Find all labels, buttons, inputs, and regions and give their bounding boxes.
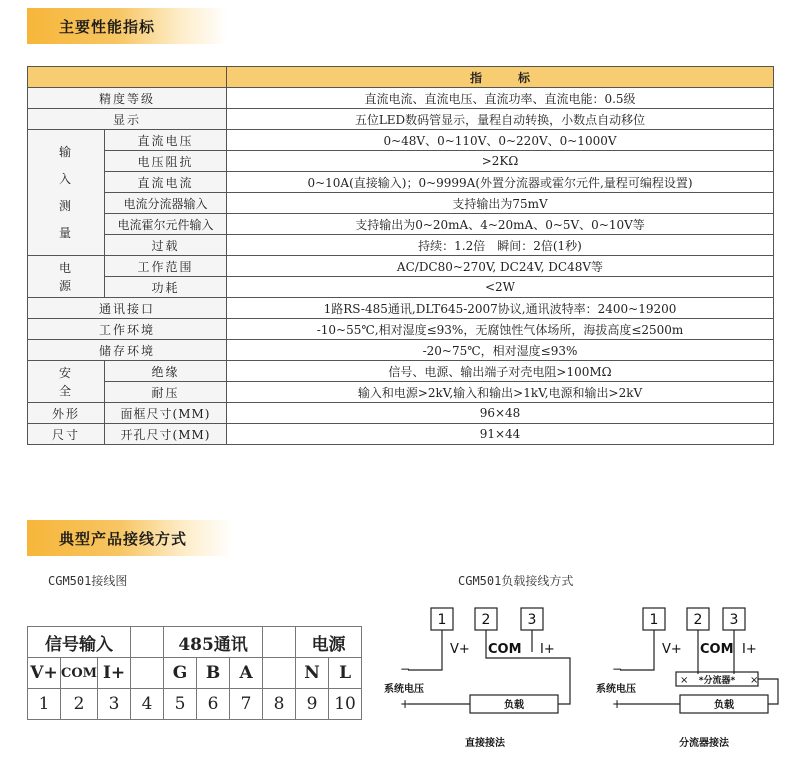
spec-value: >2KΩ	[227, 151, 774, 172]
spec-label: 工作范围	[105, 256, 227, 277]
spec-group-size-2: 尺寸	[28, 424, 105, 445]
spec-group-size-1: 外形	[28, 403, 105, 424]
spec-value: <2W	[227, 277, 774, 298]
spec-row-consumption	[28, 277, 774, 298]
spec-label: 面框尺寸(MM)	[105, 403, 227, 424]
spec-row-work-env	[28, 319, 774, 340]
wiring-section-banner	[27, 520, 232, 556]
spec-group-input-text: 输入测量	[59, 144, 74, 240]
spec-label: 显示	[28, 109, 227, 130]
pin-number: 4	[131, 689, 164, 720]
terminal-group-row	[28, 627, 362, 658]
spec-label: 通讯接口	[28, 298, 227, 319]
performance-section-banner	[27, 8, 227, 44]
spec-value: 直流电流、直流电压、直流功率、直流电能：0.5级	[227, 88, 774, 109]
spec-row-comm	[28, 298, 774, 319]
shunt-wiring-caption: 分流器接法	[679, 738, 729, 749]
shunt-wiring-diagram	[592, 600, 792, 758]
terminal-label: V+	[450, 642, 470, 657]
terminal-number: 2	[481, 612, 491, 628]
terminal-label-row	[28, 658, 362, 689]
pin-number: 5	[164, 689, 197, 720]
pin-label	[263, 658, 296, 689]
spec-group-power	[28, 256, 105, 298]
pin-label: N	[296, 658, 329, 689]
spec-value: 信号、电源、输出端子对壳电阻>100MΩ	[227, 361, 774, 382]
terminal-label: V+	[662, 642, 682, 657]
spec-label: 过载	[105, 235, 227, 256]
terminal-number: 3	[527, 612, 537, 628]
spec-header-row	[28, 67, 774, 88]
system-voltage-label: 系统电压	[596, 684, 636, 695]
spec-value: 0~48V、0~110V、0~220V、0~1000V	[227, 130, 774, 151]
spec-value: 91×44	[227, 424, 774, 445]
spec-label: 电流分流器输入	[105, 193, 227, 214]
spec-label: 直流电压	[105, 130, 227, 151]
spec-row-cutout-size	[28, 424, 774, 445]
spec-value: 1路RS-485通讯,DLT645-2007协议,通讯波特率：2400~19200	[227, 298, 774, 319]
pin-number: 2	[61, 689, 98, 720]
plus-sign: +	[612, 697, 623, 711]
spec-row-withstand	[28, 382, 774, 403]
performance-section-title: 主要性能指标	[59, 18, 156, 36]
pin-label: A	[230, 658, 263, 689]
spec-value: AC/DC80~270V, DC24V, DC48V等	[227, 256, 774, 277]
terminal-number: 1	[649, 612, 659, 628]
terminal-number: 2	[693, 612, 703, 628]
shunt-label: *分流器*	[698, 676, 736, 686]
group-power: 电源	[296, 627, 362, 658]
minus-sign: −	[612, 662, 623, 676]
spec-row-display	[28, 109, 774, 130]
spec-value: 输入和电源>2kV,输入和输出>1kV,电源和输出>2kV	[227, 382, 774, 403]
spec-value: 支持输出为0~20mA、4~20mA、0~5V、0~10V等	[227, 214, 774, 235]
spec-label: 耐压	[105, 382, 227, 403]
group-485-comm: 485通讯	[164, 627, 263, 658]
group-signal-input: 信号输入	[28, 627, 131, 658]
terminal-table	[27, 626, 362, 720]
spec-label: 电流霍尔元件输入	[105, 214, 227, 235]
spec-row-overload	[28, 235, 774, 256]
spec-label: 精度等级	[28, 88, 227, 109]
spec-value: -10~55℃,相对湿度≤93%，无腐蚀性气体场所，海拔高度≤2500m	[227, 319, 774, 340]
spec-row-dc-current	[28, 172, 774, 193]
terminal-label: I+	[540, 642, 555, 657]
spec-row-hall-input	[28, 214, 774, 235]
spec-label: 储存环境	[28, 340, 227, 361]
spec-row-accuracy	[28, 88, 774, 109]
spec-group-power-text: 电源	[59, 260, 74, 293]
load-label: 负载	[714, 700, 734, 711]
spec-group-input	[28, 130, 105, 256]
plus-sign: +	[400, 697, 411, 711]
load-label: 负载	[504, 700, 524, 711]
spec-value: 五位LED数码管显示，量程自动转换，小数点自动移位	[227, 109, 774, 130]
spec-row-shunt-input	[28, 193, 774, 214]
terminal-label: COM	[488, 642, 522, 657]
spec-value: 96×48	[227, 403, 774, 424]
spec-value: 支持输出为75mV	[227, 193, 774, 214]
pin-label: G	[164, 658, 197, 689]
spec-label: 电压阻抗	[105, 151, 227, 172]
spec-table	[27, 66, 774, 445]
wire-v-plus	[620, 630, 654, 670]
spec-group-safety-text: 安全	[59, 365, 74, 398]
spec-label: 功耗	[105, 277, 227, 298]
terminal-number: 1	[437, 612, 447, 628]
spec-value: -20~75℃，相对湿度≤93%	[227, 340, 774, 361]
system-voltage-label: 系统电压	[384, 684, 424, 695]
wiring-section-title: 典型产品接线方式	[59, 530, 188, 548]
pin-label: L	[329, 658, 362, 689]
pin-number: 6	[197, 689, 230, 720]
spec-row-insulation	[28, 361, 774, 382]
cgm-wiring-caption: CGM501接线图	[48, 574, 128, 588]
terminal-label: COM	[700, 642, 734, 657]
spec-row-storage-env	[28, 340, 774, 361]
spec-header: 指 标	[227, 67, 774, 88]
cross-mark-icon: ×	[750, 675, 759, 686]
terminal-number: 3	[729, 612, 739, 628]
pin-number: 1	[28, 689, 61, 720]
pin-number: 9	[296, 689, 329, 720]
cross-mark-icon: ×	[680, 675, 689, 686]
pin-number: 8	[263, 689, 296, 720]
terminal-label: I+	[742, 642, 757, 657]
spec-label: 开孔尺寸(MM)	[105, 424, 227, 445]
spec-group-safety	[28, 361, 105, 403]
minus-sign: −	[400, 662, 411, 676]
spec-label: 绝缘	[105, 361, 227, 382]
pin-label: I+	[98, 658, 131, 689]
spec-label: 工作环境	[28, 319, 227, 340]
pin-number: 3	[98, 689, 131, 720]
load-wiring-caption: CGM501负载接线方式	[458, 574, 574, 588]
pin-label: B	[197, 658, 230, 689]
pin-number: 7	[230, 689, 263, 720]
spec-row-working-range	[28, 256, 774, 277]
spec-row-dc-voltage	[28, 130, 774, 151]
pin-label: COM	[61, 658, 98, 689]
terminal-number-row	[28, 689, 362, 720]
spec-value: 0~10A(直接输入)；0~9999A(外置分流器或霍尔元件,量程可编程设置)	[227, 172, 774, 193]
direct-wiring-diagram	[380, 600, 580, 758]
pin-label	[131, 658, 164, 689]
direct-wiring-caption: 直接接法	[465, 738, 505, 749]
pin-label: V+	[28, 658, 61, 689]
spec-value: 持续：1.2倍 瞬间：2倍(1秒)	[227, 235, 774, 256]
spec-row-voltage-impedance	[28, 151, 774, 172]
wire-v-plus	[408, 630, 442, 670]
spec-label: 直流电流	[105, 172, 227, 193]
pin-number: 10	[329, 689, 362, 720]
spec-row-panel-size	[28, 403, 774, 424]
